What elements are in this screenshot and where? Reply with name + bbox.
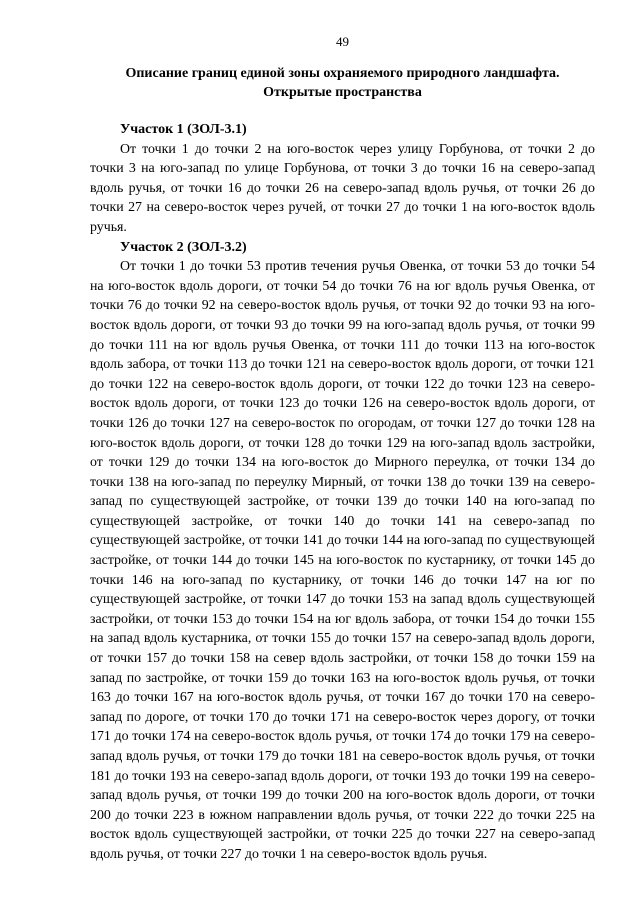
section-1-text: От точки 1 до точки 2 на юго-восток через улицу Горбунова, от точки 2 до точки 3 на юго-запад по улице Горбунова, от точки 3 до точки 16 на северо-запад вдоль ручья, от точки 16 до точки 26 на северо-запад вдоль ручья, от точки 26 до точки 27 на северо-восток через ручей, от точки 27 до точки 1 на юго-восток вдоль ручья. (90, 141, 595, 235)
section-2-heading: Участок 2 (ЗОЛ-3.2) (120, 239, 247, 255)
document-title-line-1: Описание границ единой зоны охраняемого природного ландшафта. (125, 66, 560, 81)
document-title-line-2: Открытые пространства (263, 85, 422, 100)
document-title (90, 64, 595, 102)
page-number: 49 (336, 34, 349, 49)
section-2 (90, 238, 595, 865)
document-page (90, 34, 595, 865)
section-2-text: От точки 1 до точки 53 против течения ручья Овенка, от точки 53 до точки 54 на юго-восток вдоль дороги, от точки 54 до точки 76 на юг вдоль ручья Овенка, от точки 76 до точки 92 на северо-восток вдоль ручья, от точки 92 до точки 93 на юго-восток вдоль дороги, от точки 93 до точки 99 на юго-запад вдоль ручья, от точки 99 до точки 111 на юг вдоль ручья Овенка, от точки 111 до точки 113 на юго-восток вдоль забора, от точки 113 до точки 121 на северо-восток вдоль дороги, от точки 121 до точки 122 на северо-восток вдоль дороги, от точки 122 до точки 123 на северо-восток вдоль дороги, от точки 123 до точки 126 на северо-восток вдоль дороги, от точки 126 до точки 127 на северо-восток по огородам, от точки 127 до точки 128 на юго-восток вдоль дороги, от точки 128 до точки 129 на юго-запад вдоль застройки, от точки 129 до точки 134 на юго-восток до Мирного переулка, от точки 134 до точки 138 на юго-запад по переулку Мирный, от точки 138 до точки 139 на северо-запад по существующей застройке, от точки 139 до точки 140 на юго-запад по существующей застройке, от точки 140 до точки 141 на северо-запад по существующей застройке, от точки 141 до точки 144 на юго-запад по существующей застройке, от точки 144 до точки 145 на юго-восток по кустарнику, от точки 145 до точки 146 на юго-запад по кустарнику, от точки 146 до точки 147 на юг по существующей застройке, от точки 147 до точки 153 на запад вдоль существующей застройки, от точки 153 до точки 154 на юг вдоль забора, от точки 154 до точки 155 на запад вдоль кустарника, от точки 155 до точки 157 на северо-запад вдоль дороги, от точки 157 до точки 158 на север вдоль застройки, от точки 158 до точки 159 на запад по застройке, от точки 159 до точки 163 на юго-восток вдоль ручья, от точки 163 до точки 167 на юго-восток вдоль ручья, от точки 167 до точки 170 на северо-запад по дороге, от точки 170 до точки 171 на северо-восток через дорогу, от точки 171 до точки 174 на северо-восток вдоль ручья, от точки 174 до точки 179 на северо-запад вдоль ручья, от точки 179 до точки 181 на северо-восток вдоль ручья, от точки 181 до точки 193 на северо-запад вдоль дороги, от точки 193 до точки 199 на северо-запад вдоль ручья, от точки 199 до точки 200 на юго-восток вдоль дороги, от точки 200 до точки 223 в южном направлении вдоль ручья, от точки 222 до точки 225 на восток вдоль существующей застройки, от точки 225 до точки 227 на северо-запад вдоль ручья, от точки 227 до точки 1 на северо-восток вдоль ручья. (90, 259, 595, 862)
section-1-heading: Участок 1 (ЗОЛ-3.1) (120, 122, 247, 137)
section-1 (90, 120, 595, 238)
